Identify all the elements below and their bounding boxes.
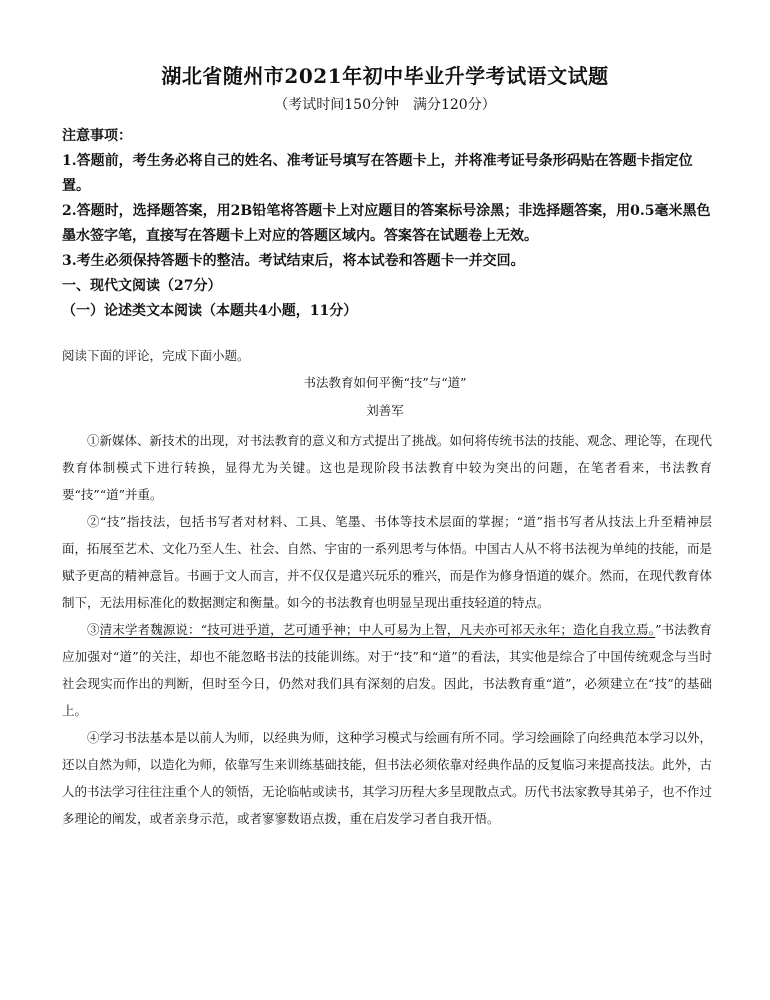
exam-subtitle: （考试时间150分钟 满分120分）: [274, 97, 496, 113]
paragraph-3-rest: ”书法教育应加强对“道”的关注，却也不能忽略书法的技能训练。对于“技”和“道”的看法，其实他是综合了中国传统观念与当时社会现实而作出的判断，但时至今日，仍然对我们具有深刻的启发。因此，书法教育重“道”，必须建立在“技”的基础上。: [62, 622, 712, 718]
article-title: 书法教育如何平衡“技”与“道”: [303, 375, 467, 390]
paragraph-2: ②“技”指技法，包括书写者对材料、工具、笔墨、书体等技术层面的掌握；“道”指书写者从技法上升至精神层面，拓展至艺术、文化乃至人生、社会、自然、宇宙的一系列思考与体悟。中国古人从不将书法视为单纯的技能，而是赋予更高的精神意旨。书画于文人而言，并不仅仅是遣兴玩乐的雅兴，而是作为修身悟道的媒介。然而，在现代教育体制下，无法用标准化的数据测定和衡量。如今的书法教育也明显呈现出重技轻道的特点。: [62, 514, 713, 610]
paragraph-3-underlined-quote: 清末学者魏源说：“技可进乎道，艺可通乎神；中人可易为上智，凡夫亦可祁天永年；造化自我立焉。: [99, 622, 656, 637]
reading-instruction: 阅读下面的评论，完成下面小题。: [62, 348, 250, 363]
paragraph-4: ④学习书法基本是以前人为师，以经典为师，这种学习模式与绘画有所不同。学习绘画除了向经典范本学习以外，还以自然为师，以造化为师，依靠写生来训练基础技能，但书法必须依靠对经典作品的反复临习来提高技法。此外，古人的书法学习往往注重个人的领悟，无论临帖或读书，其学习历程大多呈现散点式。历代书法家教导其弟子，也不作过多理论的阐发，或者亲身示范，或者寥寥数语点拨，重在启发学习者自我开悟。: [62, 730, 713, 826]
note-item-1: 1.答题前，考生务必将自己的姓名、准考证号填写在答题卡上，并将准考证号条形码贴在答题卡指定位置。: [62, 153, 693, 194]
note-item-2: 2.答题时，选择题答案，用2B铅笔将答题卡上对应题目的答案标号涂黑；非选择题答案，用0.5毫米黑色墨水签字笔，直接写在答题卡上对应的答题区域内。答案答在试题卷上无效。: [62, 203, 711, 244]
subsection-heading: （一）论述类文本阅读（本题共4小题，11分）: [62, 303, 358, 319]
exam-title: 湖北省随州市2021年初中毕业升学考试语文试题: [161, 64, 609, 88]
paragraph-3: [62, 616, 712, 724]
note-item-3: 3.考生必须保持答题卡的整洁。考试结束后，将本试卷和答题卡一并交回。: [62, 253, 525, 269]
article-author: 刘善军: [366, 403, 404, 418]
notes-heading: 注意事项：: [62, 128, 132, 144]
notes-section: [62, 124, 712, 324]
paragraph-1: ①新媒体、新技术的出现，对书法教育的意义和方式提出了挑战。如何将传统书法的技能、观念、理论等，在现代教育体制模式下进行转换，显得尤为关键。这也是现阶段书法教育中较为突出的问题，在笔者看来，书法教育要“技”“道”并重。: [62, 433, 713, 502]
section-heading: 一、现代文阅读（27分）: [62, 278, 222, 294]
paragraph-3-number: ③: [87, 622, 100, 637]
article-body: [62, 427, 712, 832]
